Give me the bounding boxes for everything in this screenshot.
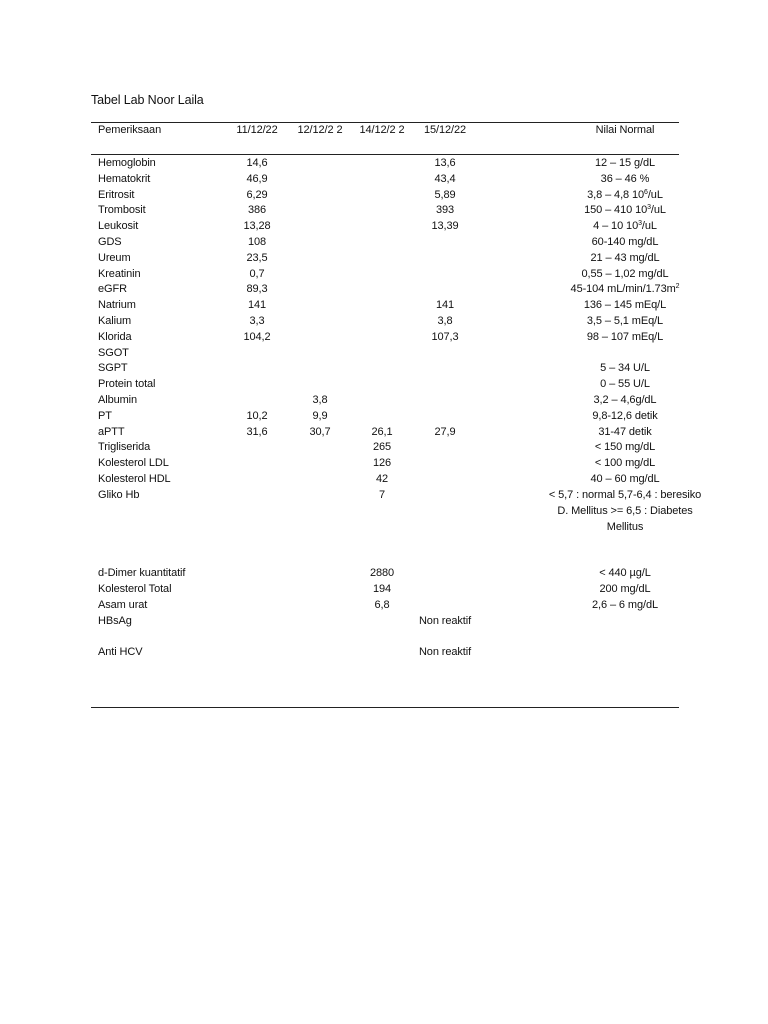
cell-date-4: 27,9 xyxy=(434,426,456,438)
cell-nilai-normal: 9,8-12,6 detik xyxy=(592,410,658,422)
cell-nilai-normal xyxy=(545,203,705,219)
cell-date-4: 107,3 xyxy=(431,331,459,343)
cell-name: aPTT xyxy=(98,426,125,438)
cell-date-1: 46,9 xyxy=(246,173,268,185)
cell-date-1: 89,3 xyxy=(246,283,268,295)
cell-date-3: 194 xyxy=(372,583,392,595)
cell-name: Kalium xyxy=(98,315,132,327)
cell-nilai-normal: 0 – 55 U/L xyxy=(600,378,650,390)
cell-date-4: 5,89 xyxy=(434,189,456,201)
cell-date-4: 3,8 xyxy=(437,315,453,327)
cell-date-3: 26,1 xyxy=(371,426,393,438)
cell-date-1: 10,2 xyxy=(246,410,268,422)
cell-nilai-normal: < 5,7 : normal 5,7-6,4 : beresiko D. Mellitus >= 6,5 : Diabetes Mellitus xyxy=(548,489,702,533)
cell-nilai-normal: 40 – 60 mg/dL xyxy=(590,473,660,485)
cell-nilai-normal: < 150 mg/dL xyxy=(594,441,656,453)
cell-nilai-normal: < 440 µg/L xyxy=(599,567,651,579)
cell-name: d-Dimer kuantitatif xyxy=(98,567,186,579)
cell-date-1: 108 xyxy=(247,236,267,248)
cell-name: Trigliserida xyxy=(98,441,151,453)
cell-date-2: 9,9 xyxy=(312,410,328,422)
cell-date-1: 141 xyxy=(247,299,267,311)
cell-nilai-normal: 21 – 43 mg/dL xyxy=(590,252,660,264)
cell-date-4: 13,39 xyxy=(431,220,459,232)
cell-nilai-normal: 12 – 15 g/dL xyxy=(595,157,655,169)
header-date-4: 15/12/22 xyxy=(423,124,467,136)
cell-date-4: 13,6 xyxy=(434,157,456,169)
cell-nilai-normal: 200 mg/dL xyxy=(599,583,651,595)
cell-date-1: 13,28 xyxy=(243,220,271,232)
cell-name: eGFR xyxy=(98,283,127,295)
cell-name: Kreatinin xyxy=(98,268,141,280)
cell-nilai-normal xyxy=(545,188,705,204)
cell-name: Protein total xyxy=(98,378,156,390)
cell-nilai-normal: 3,2 – 4,6g/dL xyxy=(593,394,657,406)
cell-name: Kolesterol Total xyxy=(98,583,172,595)
cell-name: Eritrosit xyxy=(98,189,135,201)
normal-superscript: 6 xyxy=(644,189,648,196)
cell-date-4: 393 xyxy=(435,204,455,216)
cell-name: Klorida xyxy=(98,331,132,343)
cell-name: SGPT xyxy=(98,362,128,374)
cell-name: Albumin xyxy=(98,394,138,406)
normal-value: 3,8 – 4,8 10 xyxy=(587,189,645,201)
cell-nilai-normal xyxy=(545,219,705,235)
cell-date-1: 104,2 xyxy=(243,331,271,343)
cell-date-3: 126 xyxy=(372,457,392,469)
cell-date-2: 30,7 xyxy=(309,426,331,438)
cell-name: Asam urat xyxy=(98,599,148,611)
cell-name: Hematokrit xyxy=(98,173,151,185)
cell-nilai-normal: 98 – 107 mEq/L xyxy=(586,331,664,343)
cell-date-2: 3,8 xyxy=(312,394,328,406)
cell-date-4: 43,4 xyxy=(434,173,456,185)
cell-date-1: 386 xyxy=(247,204,267,216)
cell-date-1: 6,29 xyxy=(246,189,268,201)
cell-name: SGOT xyxy=(98,347,129,359)
cell-date-1: 14,6 xyxy=(246,157,268,169)
cell-date-1: 3,3 xyxy=(249,315,265,327)
cell-date-4: Non reaktif xyxy=(418,646,472,658)
cell-nilai-normal: 0,55 – 1,02 mg/dL xyxy=(581,268,669,280)
cell-nilai-normal: 60-140 mg/dL xyxy=(591,236,659,248)
cell-nilai-normal: 3,5 – 5,1 mEq/L xyxy=(586,315,664,327)
cell-name: Anti HCV xyxy=(98,646,143,658)
cell-name: HBsAg xyxy=(98,615,132,627)
cell-date-3: 265 xyxy=(372,441,392,453)
cell-date-3: 6,8 xyxy=(374,599,390,611)
normal-value: 4 – 10 10 xyxy=(593,220,639,232)
header-date-1: 11/12/22 xyxy=(236,124,278,136)
cell-name: PT xyxy=(98,410,112,422)
normal-value: 45-104 mL/min/1.73m xyxy=(570,283,676,295)
header-nilai-normal: Nilai Normal xyxy=(595,124,655,136)
header-pemeriksaan: Pemeriksaan xyxy=(98,124,162,136)
cell-nilai-normal: 136 – 145 mEq/L xyxy=(583,299,667,311)
cell-name: Ureum xyxy=(98,252,131,264)
cell-nilai-normal: 31-47 detik xyxy=(598,426,652,438)
cell-name: GDS xyxy=(98,236,122,248)
normal-superscript: 3 xyxy=(647,204,651,211)
cell-name: Gliko Hb xyxy=(98,489,140,501)
normal-unit: /uL xyxy=(641,220,657,232)
cell-nilai-normal: 2,6 – 6 mg/dL xyxy=(592,599,658,611)
page-title: Tabel Lab Noor Laila xyxy=(91,93,204,107)
cell-date-3: 7 xyxy=(378,489,386,501)
cell-date-1: 23,5 xyxy=(246,252,268,264)
cell-name: Trombosit xyxy=(98,204,146,216)
cell-name: Natrium xyxy=(98,299,136,311)
cell-date-3: 42 xyxy=(375,473,389,485)
cell-nilai-normal: 5 – 34 U/L xyxy=(600,362,650,374)
normal-unit: /uL xyxy=(650,204,666,216)
cell-date-4: Non reaktif xyxy=(418,615,472,627)
normal-superscript: 2 xyxy=(675,283,680,290)
normal-unit: /uL xyxy=(647,189,663,201)
cell-date-4: 141 xyxy=(435,299,455,311)
header-date-2: 12/12/2 2 xyxy=(297,124,343,136)
cell-name: Leukosit xyxy=(98,220,139,232)
cell-date-1: 31,6 xyxy=(246,426,268,438)
table-header-rule xyxy=(91,154,679,155)
normal-superscript: 3 xyxy=(638,220,642,227)
cell-nilai-normal: < 100 mg/dL xyxy=(594,457,656,469)
cell-date-1: 0,7 xyxy=(249,268,265,280)
cell-name: Hemoglobin xyxy=(98,157,156,169)
table-bottom-rule xyxy=(91,707,679,708)
header-date-3: 14/12/2 2 xyxy=(359,124,405,136)
cell-name: Kolesterol LDL xyxy=(98,457,169,469)
normal-value: 150 – 410 10 xyxy=(584,204,648,216)
cell-date-3: 2880 xyxy=(369,567,395,579)
cell-nilai-normal: 36 – 46 % xyxy=(600,173,650,185)
cell-name: Kolesterol HDL xyxy=(98,473,171,485)
cell-nilai-normal xyxy=(545,282,705,298)
